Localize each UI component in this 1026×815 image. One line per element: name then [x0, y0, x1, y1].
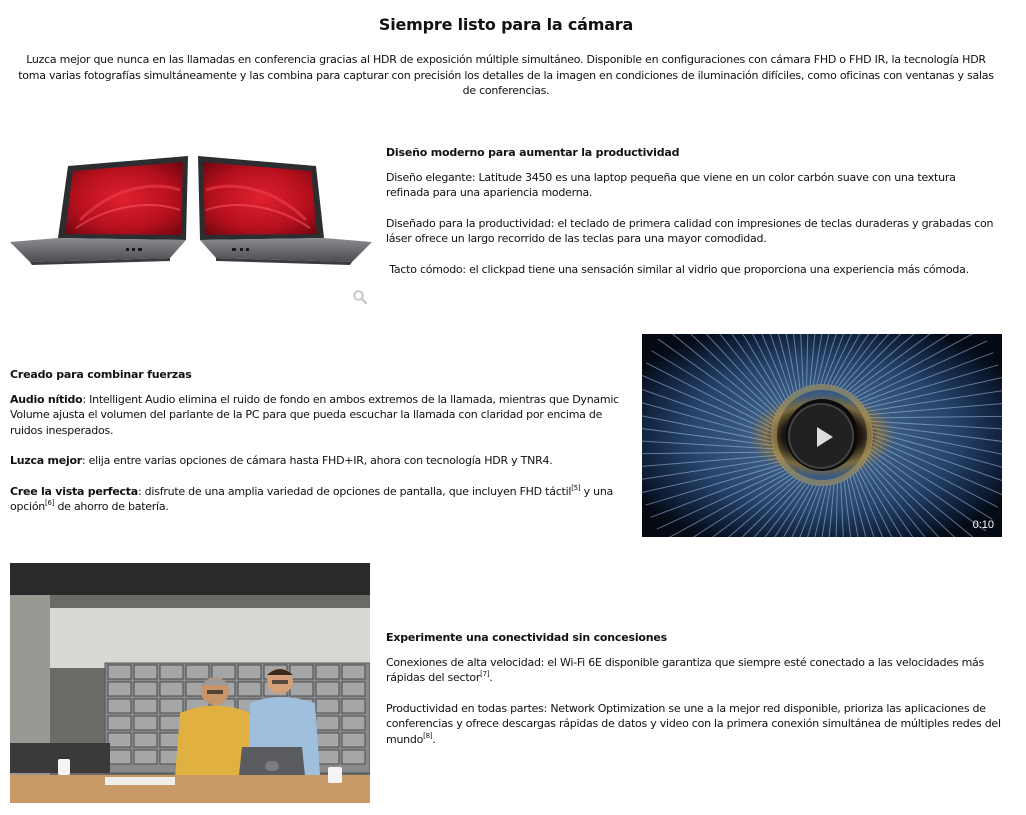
display-text-a: : disfrute de una amplia variedad de opciones de pantalla, que incluyen FHD táctil	[137, 484, 572, 498]
section-title: Siempre listo para la cámara	[378, 15, 634, 34]
laptops-image	[10, 150, 372, 268]
display-text-c: de ahorro de batería.	[54, 500, 169, 513]
magnifier-icon[interactable]	[352, 289, 368, 305]
design-paragraph-elegant: Diseño elegante: Latitude 3450 es una laptop pequeña que viene en un color carbón suave con una textura refinada para una apariencia moderna.	[386, 170, 956, 199]
video-duration: 0:10	[972, 519, 994, 531]
collab-paragraph-display	[10, 484, 624, 515]
footnote-5[interactable]: [5]	[571, 483, 581, 492]
collab-paragraph-camera	[10, 453, 624, 469]
connect-paragraph-network	[386, 701, 1002, 748]
audio-label: Audio nítido	[10, 392, 83, 406]
camera-label: Luzca mejor	[10, 454, 82, 467]
collab-heading: Creado para combinar fuerzas	[10, 368, 192, 381]
display-label: Cree la vista perfecta	[10, 484, 138, 498]
collab-feature-block	[10, 367, 624, 530]
network-text: Productividad en todas partes: Network Optimization se une a la mejor red disponible, prioriza las aplicaciones de conferencias y ofrece descargas rápidas de datos y video con la primera conexión simultánea de múltiples redes del mundo	[386, 701, 1001, 746]
camera-text: : elija entre varias opciones de cámara hasta FHD+IR, ahora con tecnología HDR y TNR4.	[81, 454, 553, 467]
connect-feature-block	[386, 630, 1002, 762]
display-text-b: y una opción	[10, 484, 614, 513]
wifi-end: .	[489, 671, 493, 684]
audio-text: : Intelligent Audio elimina el ruido de fondo en ambos extremos de la llamada, mientras que Dynamic Volume ajusta el volumen del parlante de la PC para que pueda escuchar la llamada con claridad por encima de ruidos inesperados.	[10, 392, 619, 437]
design-feature-block	[386, 145, 1002, 292]
wifi-text: Conexiones de alta velocidad: el Wi-Fi 6E disponible garantiza que siempre esté conectado a las velocidades más rápidas del sector	[386, 655, 985, 684]
footnote-6[interactable]: [6]	[45, 499, 55, 507]
footnote-7[interactable]: [7]	[480, 670, 490, 678]
footnote-8[interactable]: [8]	[423, 731, 433, 740]
connect-heading: Experimente una conectividad sin concesiones	[386, 631, 667, 644]
network-end: .	[432, 732, 436, 746]
design-paragraph-productivity: Diseñado para la productividad: el teclado de primera calidad con impresiones de teclas duraderas y grabadas con láser ofrece un largo recorrido de las teclas para una mayor comodidad.	[386, 216, 994, 245]
office-photo	[10, 563, 370, 803]
video-player[interactable]	[642, 334, 1002, 537]
collab-paragraph-audio	[10, 392, 624, 439]
design-heading: Diseño moderno para aumentar la productividad	[386, 146, 680, 159]
connect-paragraph-wifi	[386, 655, 1002, 686]
play-icon[interactable]	[788, 403, 854, 469]
section-description: Luzca mejor que nunca en las llamadas en conferencia gracias al HDR de exposición múltiple simultáneo. Disponible en configuraciones con cámara FHD o FHD IR, la tecnología HDR toma varias fotografías simultáneamente y las combina para capturar con precisión los detalles de la imagen en condiciones de iluminación difíciles, como oficinas con ventanas y salas de conferencias.	[18, 53, 994, 97]
design-paragraph-touch: Tacto cómodo: el clickpad tiene una sensación similar al vidrio que proporciona una experiencia más cómoda.	[386, 262, 969, 276]
